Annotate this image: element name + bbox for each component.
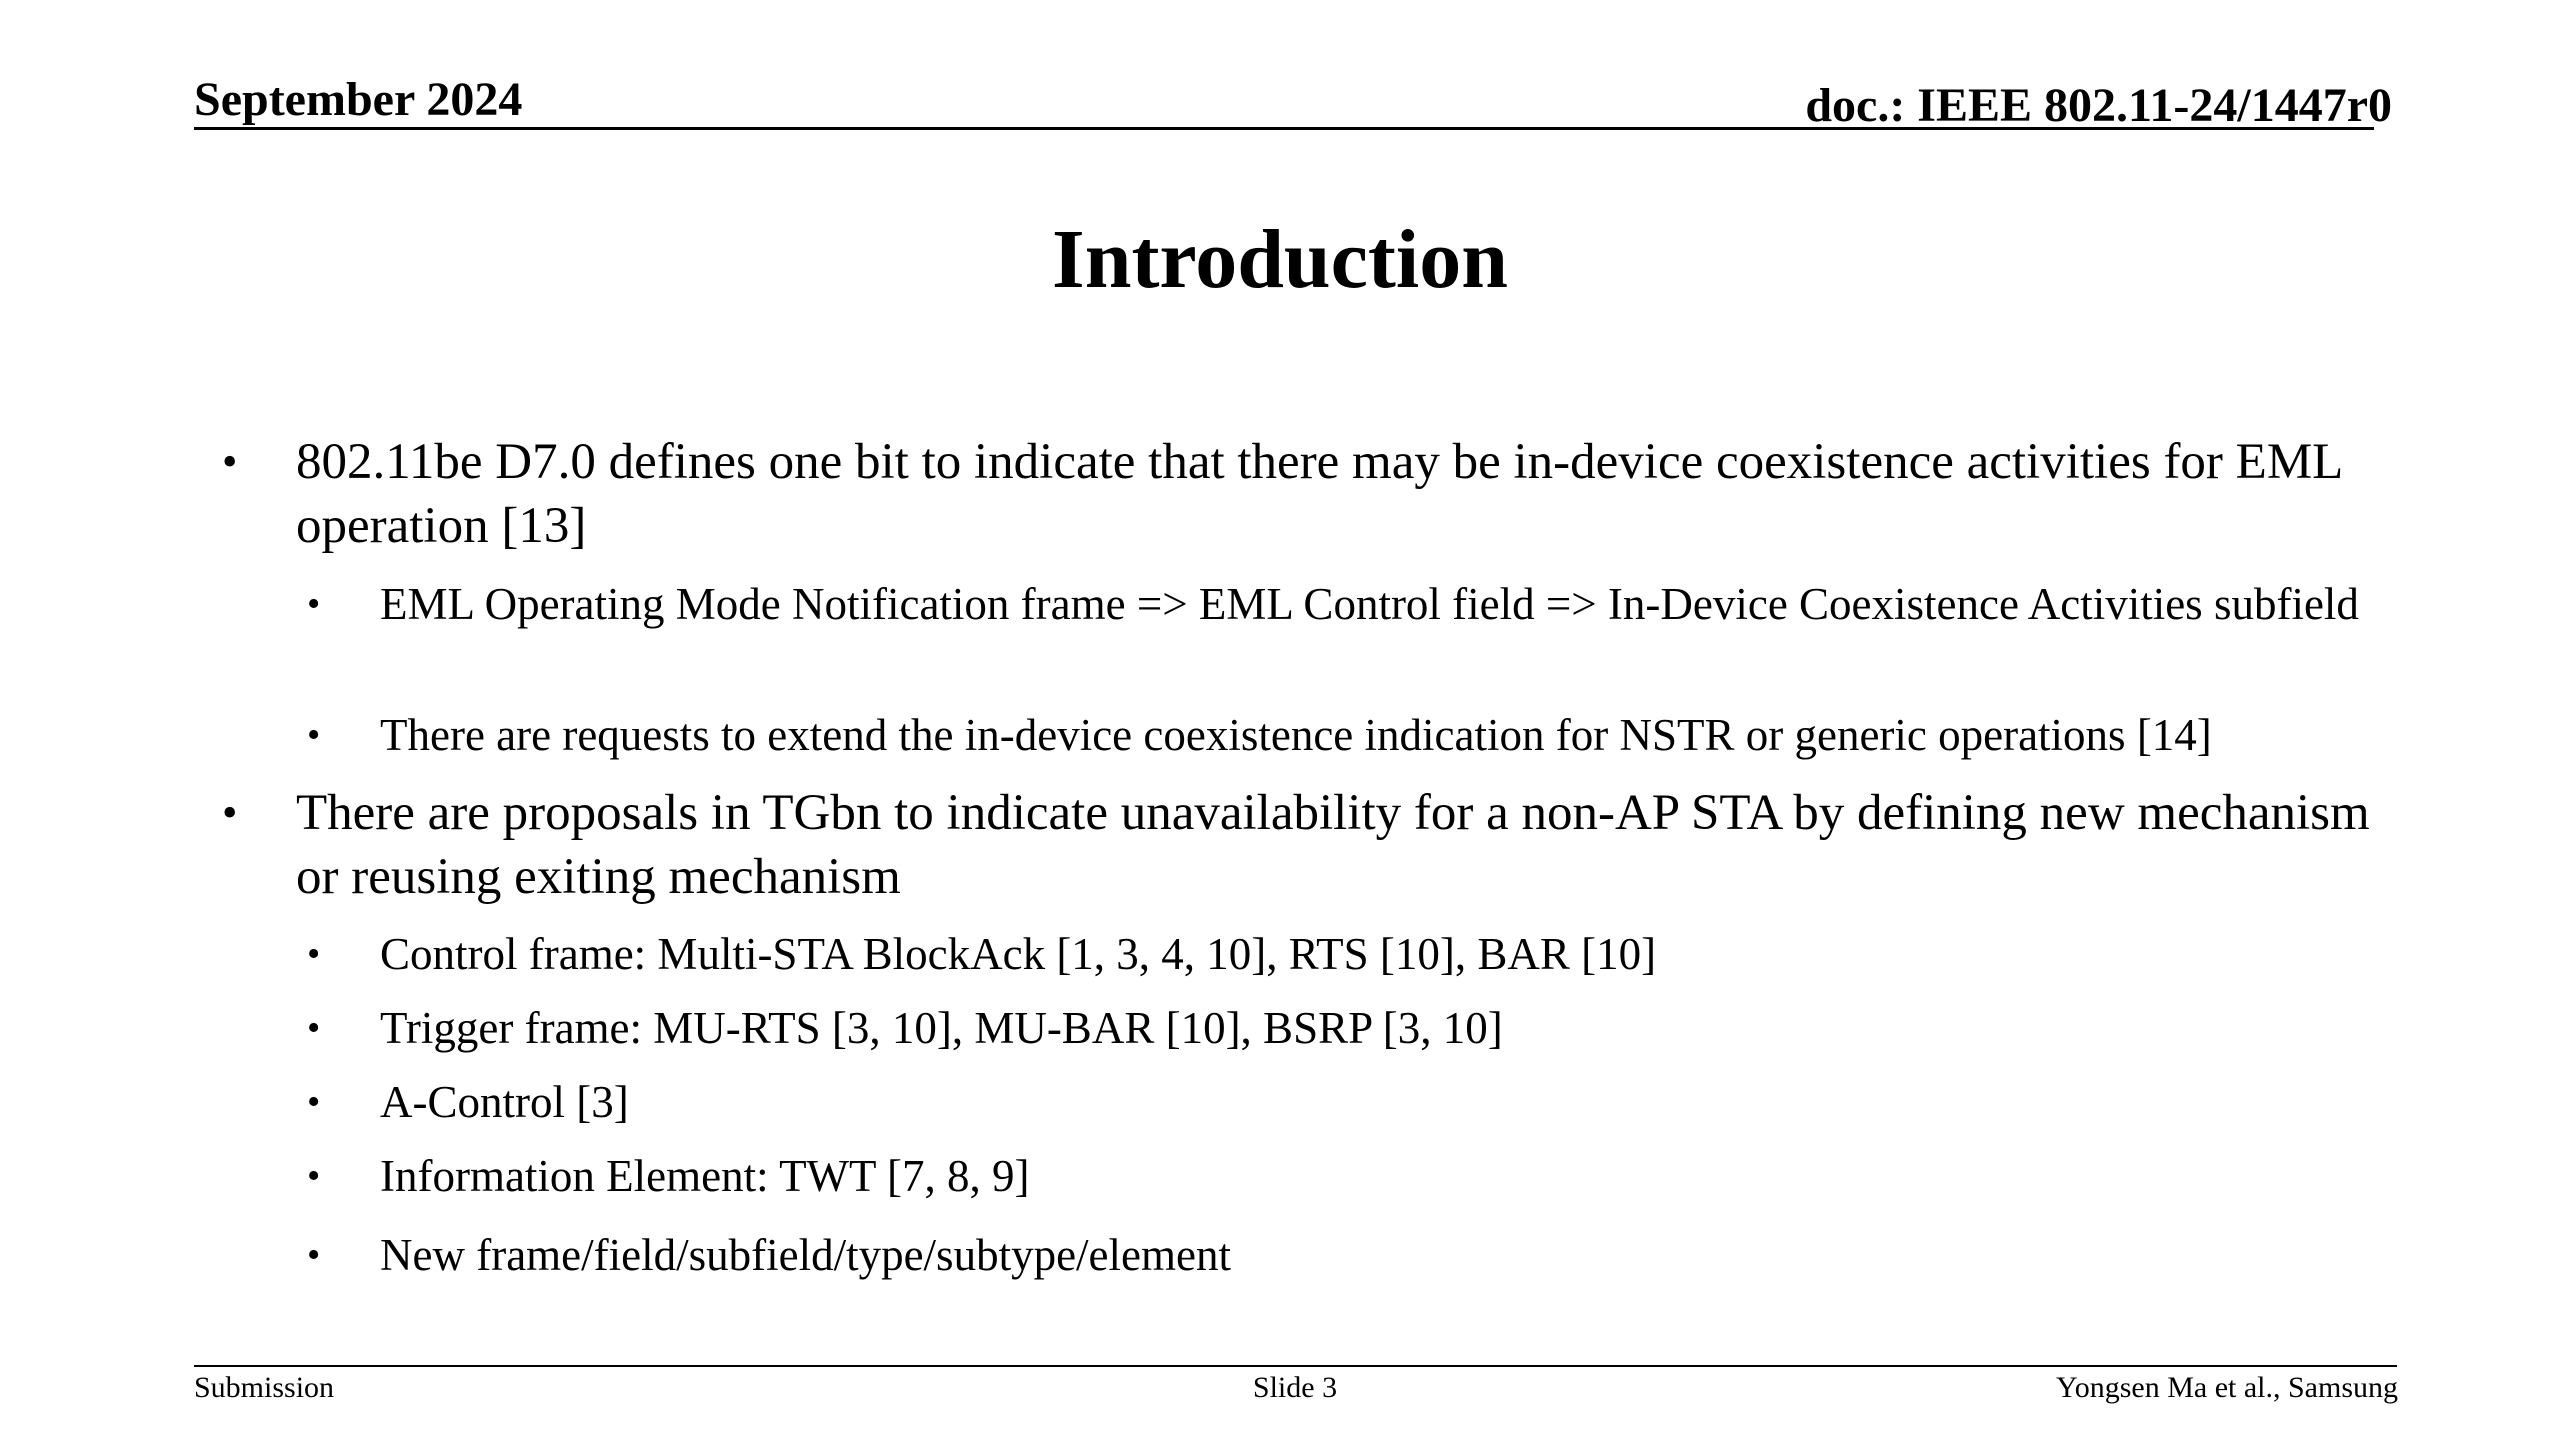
sub-bullet-icon: • xyxy=(307,583,321,625)
header-date: September 2024 xyxy=(194,73,523,126)
footer-submission: Submission xyxy=(194,1371,335,1404)
sub-bullet-icon: • xyxy=(307,714,321,756)
footer-rule xyxy=(194,1365,2397,1367)
footer-slide-number: Slide 3 xyxy=(1252,1371,1338,1404)
bullet-icon: • xyxy=(222,437,238,486)
sub-bullet-icon: • xyxy=(307,1081,321,1123)
bullet-item-2: There are proposals in TGbn to indicate unavailability for a non-AP STA by defining new mechanism or reusing exiting mechanism xyxy=(296,785,2370,905)
sub-bullet-item-2-3: A-Control [3] xyxy=(380,1077,629,1127)
sub-bullet-item-2-2: Trigger frame: MU-RTS [3, 10], MU-BAR [10], BSRP [3, 10] xyxy=(380,1003,1503,1053)
footer-author: Yongsen Ma et al., Samsung xyxy=(2056,1371,2398,1404)
sub-bullet-item-1-1: EML Operating Mode Notification frame => EML Control field => In-Device Coexistence Activities subfield xyxy=(380,579,2359,629)
bullet-item-1: 802.11be D7.0 defines one bit to indicate that there may be in-device coexistence activities for EML operation [13] xyxy=(296,434,2342,554)
sub-bullet-icon: • xyxy=(307,1007,321,1049)
bullet-icon: • xyxy=(222,788,238,837)
sub-bullet-item-2-5: New frame/field/subfield/type/subtype/element xyxy=(380,1230,1231,1280)
sub-bullet-item-1-2: There are requests to extend the in-device coexistence indication for NSTR or generic operations [14] xyxy=(380,710,2212,760)
header-doc-id: doc.: IEEE 802.11-24/1447r0 xyxy=(1805,79,2392,132)
sub-bullet-item-2-4: Information Element: TWT [7, 8, 9] xyxy=(380,1151,1030,1201)
slide-title: Introduction xyxy=(1052,213,1508,306)
sub-bullet-item-2-1: Control frame: Multi-STA BlockAck [1, 3, 4, 10], RTS [10], BAR [10] xyxy=(380,929,1657,979)
sub-bullet-icon: • xyxy=(307,1234,321,1276)
sub-bullet-icon: • xyxy=(307,1155,321,1197)
sub-bullet-icon: • xyxy=(307,933,321,975)
